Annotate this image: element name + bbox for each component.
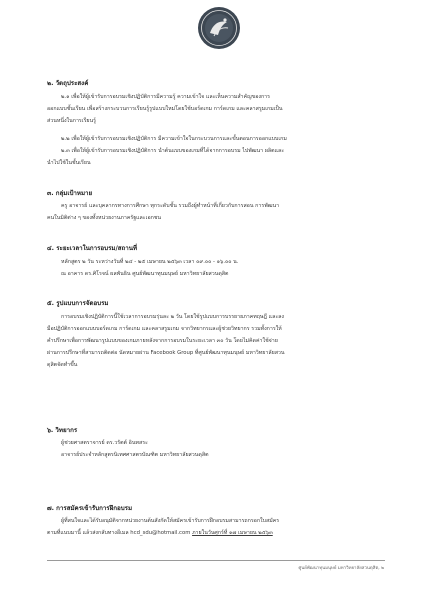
format-line: คำปรึกษาเพื่อการพัฒนารูปแบบของเกมภายหลังจากการอบรมในระยะเวลา ๓๐ วัน โดยไม่คิดค่าใช้จ่าย (47, 338, 278, 344)
target-group-line: คนในมิติต่าง ๆ ของทั้งหน่วยงานภาครัฐและเอกชน (47, 215, 162, 221)
application-line (47, 530, 273, 537)
section-title-format: ๕. รูปแบบการจัดอบรม (47, 300, 109, 307)
section-title-application: ๗. การสมัครเข้ารับการฝึกอบรม (47, 505, 133, 512)
section-title-target-group: ๓. กลุ่มเป้าหมาย (47, 190, 93, 197)
application-instruction: ตามที่แนบมานี้ แล้วส่งกลับทางอีเมล hcd_sdu@hotmail.com (47, 530, 193, 536)
speaker-name: ผู้ช่วยศาสตราจารย์ ดร.วรัตต์ อินทสระ (61, 440, 148, 446)
venue-line: ณ อาคาร ดร.ศิโรจน์ ผลพันธิน ศูนย์พัฒนาทุนมนุษย์ มหาวิทยาลัยสวนดุสิต (61, 271, 229, 277)
objective-line: ส่วนหนึ่งในการเรียนรู้ (47, 118, 96, 124)
objective-line: ออกแบบชั้นเรียน เพื่อสร้างกระบวนการเรียนรู้รูปแบบใหม่โดยใช้บอร์ดเกม การ์ดเกม และคลาสรูมเกมเป็น (47, 106, 283, 112)
section-title-objectives: ๒. วัตถุประสงค์ (47, 80, 89, 87)
speaker-affiliation: อาจารย์ประจำหลักสูตรนิเทศศาสตรบัณฑิต มหาวิทยาลัยสวนดุสิต (61, 452, 209, 458)
duration-line: หลักสูตร ๒ วัน ระหว่างวันที่ ๒๔ - ๒๕ เมษายน ๒๕๖๓ เวลา ๐๙.๐๐ - ๑๖.๐๐ น. (61, 259, 239, 265)
format-line: มือปฏิบัติการออกแบบบอร์ดเกม การ์ดเกม และคลาสรูมเกม จากวิทยากรและผู้ช่วยวิทยากร รวมทั้งการให้ (47, 326, 282, 332)
target-group-line: ครู อาจารย์ และบุคลากรทางการศึกษา ทุกระดับชั้น รวมถึงผู้ทำหน้าที่เกี่ยวกับการสอน การพัฒนา (61, 203, 280, 209)
university-emblem-icon (197, 6, 241, 50)
objective-line: ๒.๑ เพื่อให้ผู้เข้ารับการอบรมเชิงปฏิบัติการมีความรู้ ความเข้าใจ และเห็นความสำคัญของการ (61, 94, 271, 100)
section-title-duration-venue: ๔. ระยะเวลาในการอบรม/สถานที่ (47, 245, 138, 252)
application-deadline: ภายในวันศุกร์ที่ ๑๗ เมษายน ๒๕๖๓ (192, 530, 273, 536)
format-line: การอบรมเชิงปฏิบัติการนี้ใช้เวลาการอบรมรุ่นละ ๒ วัน โดยใช้รูปแบบการบรรยายภาคทฤษฎี และลง (61, 314, 285, 320)
format-line: ดุสิตจัดทำขึ้น (47, 362, 78, 368)
footer-divider (47, 560, 385, 561)
section-title-speaker: ๖. วิทยากร (47, 427, 78, 434)
page-footer: ศูนย์พัฒนาทุนมนุษย์ มหาวิทยาลัยสวนดุสิต, ๒ (298, 566, 384, 571)
objective-line: ๒.๒ เพื่อให้ผู้เข้ารับการอบรมเชิงปฏิบัติการ มีความเข้าใจในกระบวนการและขั้นตอนการออกแบบเกม (61, 136, 287, 142)
objective-line: ๒.๓ เพื่อให้ผู้เข้ารับการอบรมเชิงปฏิบัติการ นำต้นแบบของเกมที่ได้จากการอบรม ไปพัฒนา ผลิตและ (61, 148, 285, 154)
objective-line: นำไปใช้ในชั้นเรียน (47, 160, 91, 166)
format-line: ผ่านการปรึกษาที่สามารถติดต่อ นัดหมายผ่าน Facebook Group ที่ศูนย์พัฒนาทุนมนุษย์ มหาวิทยาลัยสวน (47, 350, 285, 356)
application-line: ผู้ที่สนใจและได้รับอนุมัติจากหน่วยงานต้นสังกัดให้สมัครเข้ารับการฝึกอบรมสามารถกรอกใบสมัคร (61, 518, 280, 524)
